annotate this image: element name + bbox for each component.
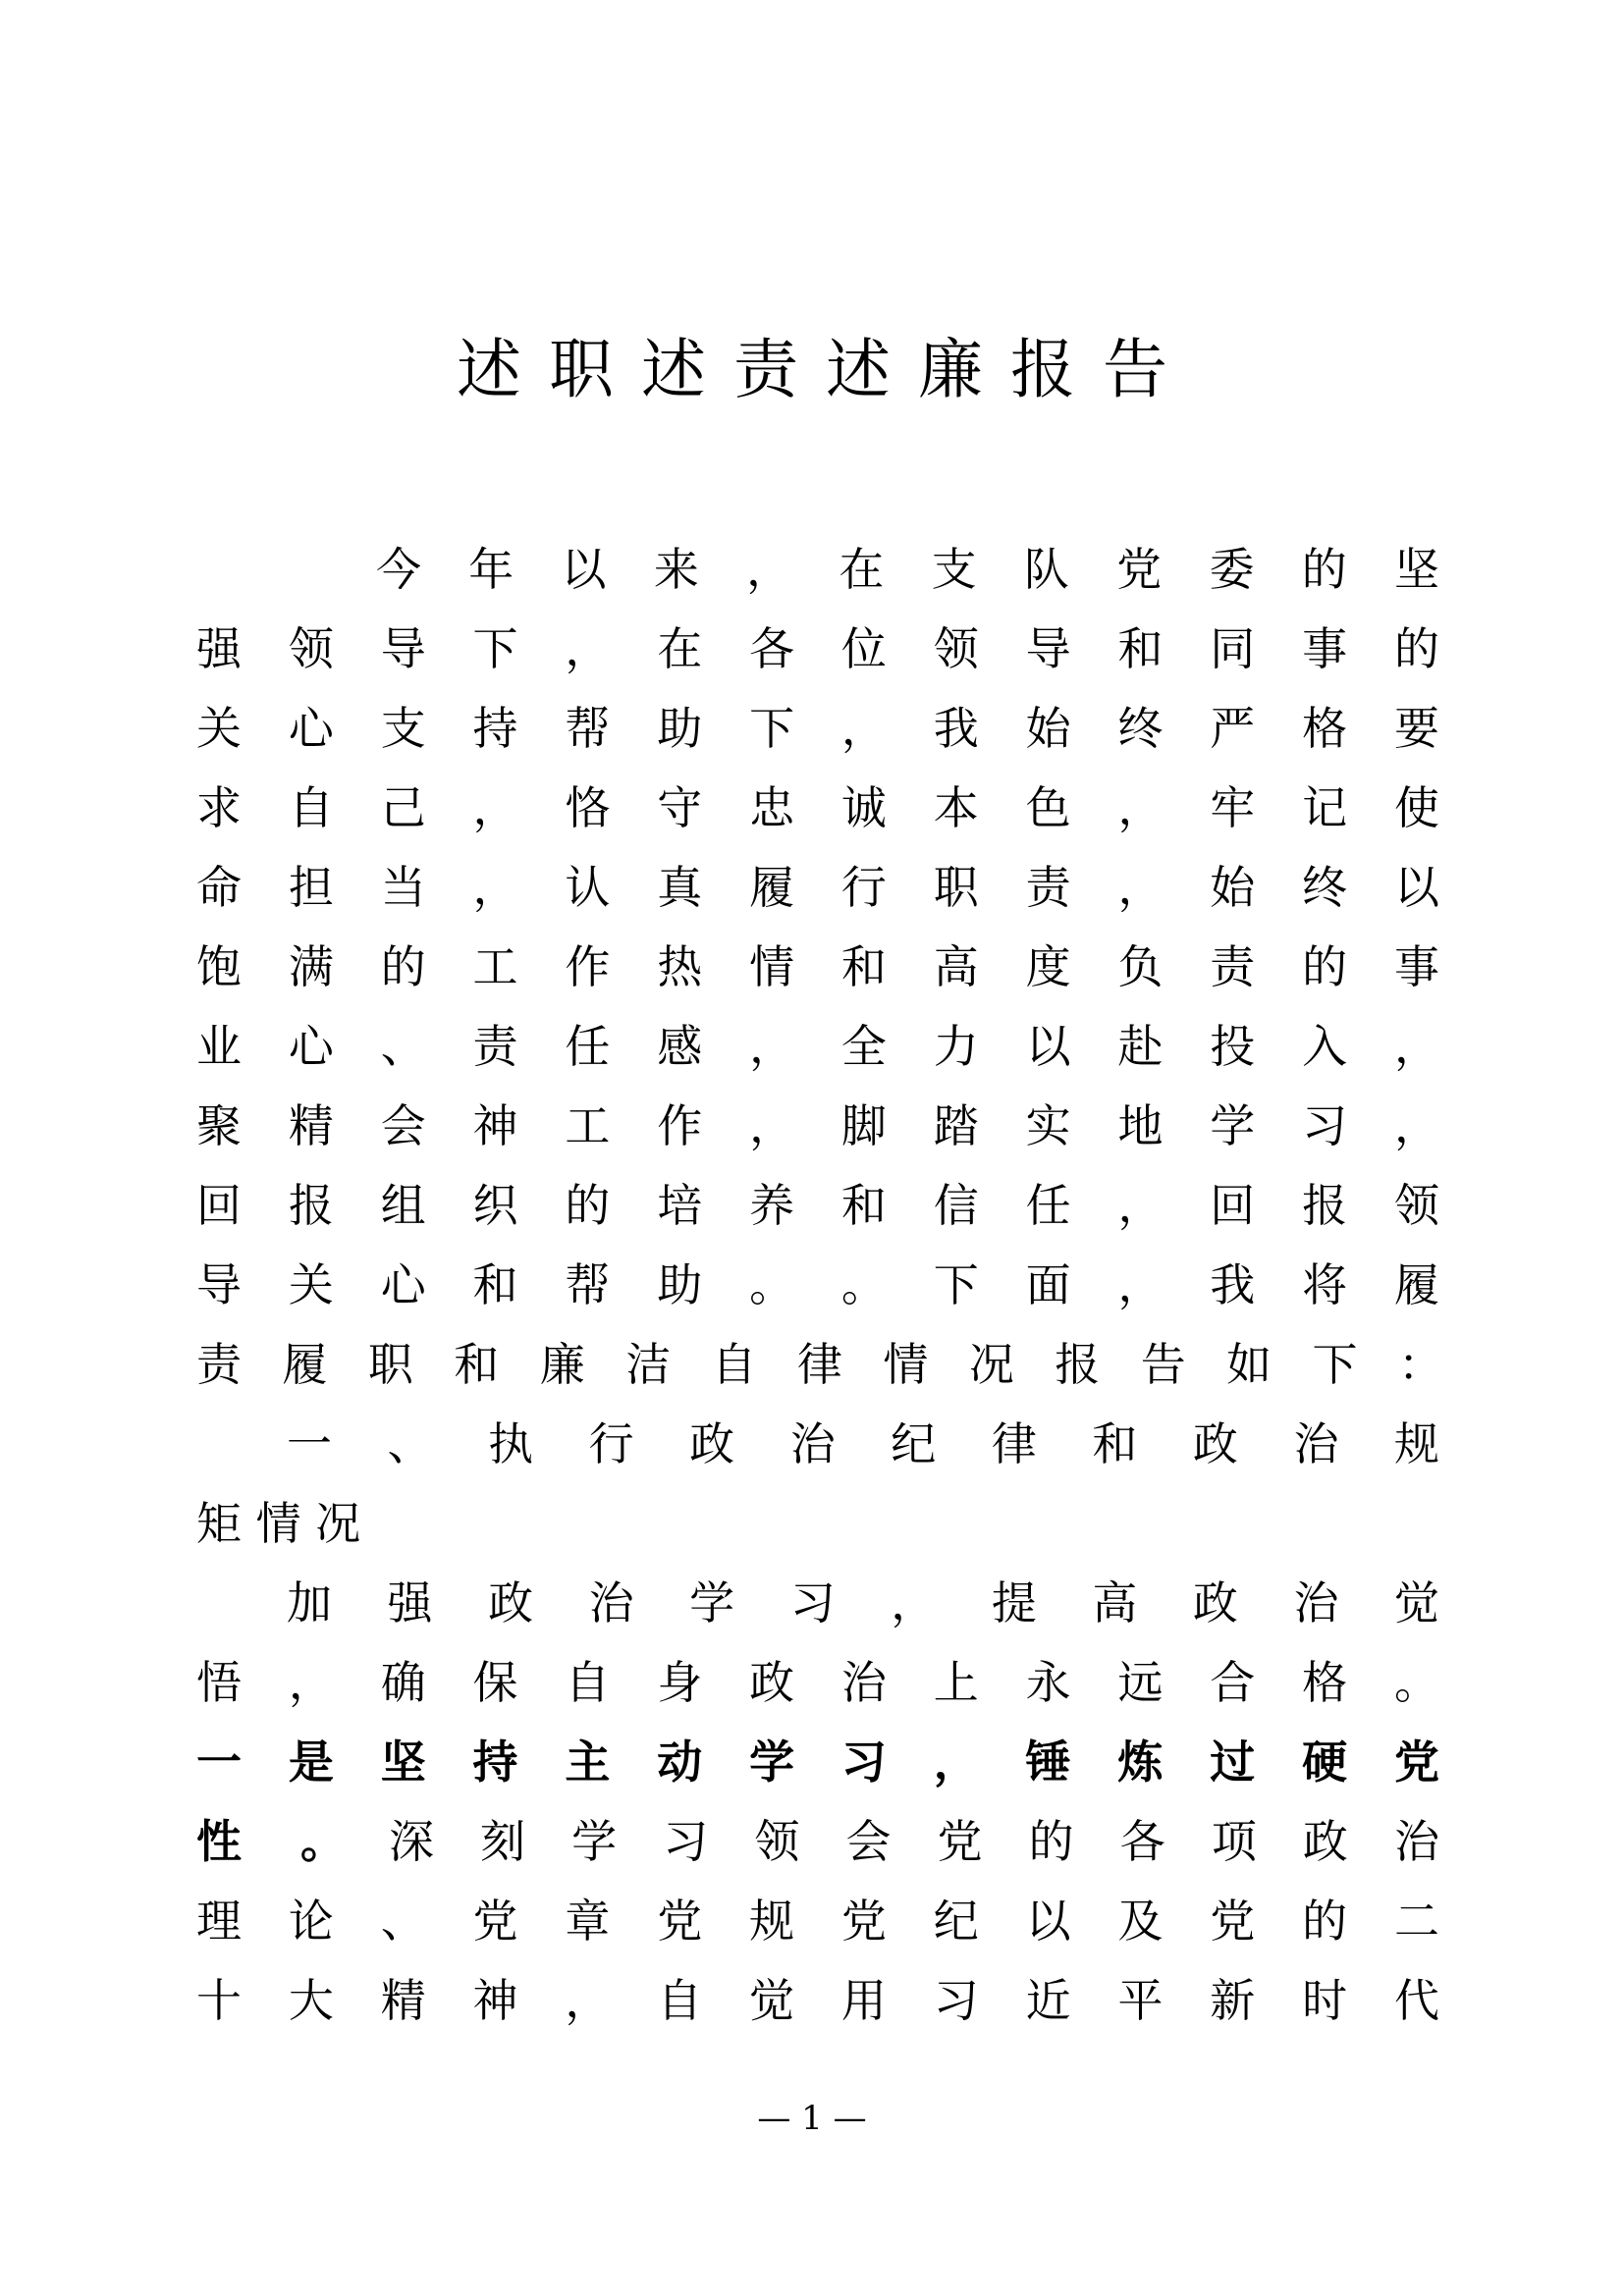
body-line: 强 领 导 下 ， 在 各 位 领 导 和 同 事 的 [196,622,1439,675]
mixed-line [196,1810,1439,1873]
section-heading-line: 一 、 执 行 政 治 纪 律 和 政 治 规 [287,1417,1439,1470]
body-line: 聚 精 会 神 工 作 ， 脚 踏 实 地 学 习 ， [196,1099,1439,1152]
body-text: 深 刻 学 习 领 会 党 的 各 项 政 治 [389,1815,1439,1868]
body-line: 关 心 支 持 帮 助 下 ， 我 始 终 严 格 要 [196,702,1439,755]
body-line: 十 大 精 神 ， 自 觉 用 习 近 平 新 时 代 [196,1974,1439,2027]
body-line: 导 关 心 和 帮 助 。 。 下 面 ， 我 将 履 [196,1258,1439,1311]
body-line: 业 心 、 责 任 感 ， 全 力 以 赴 投 入 ， [196,1020,1439,1073]
body-line: 加 强 政 治 学 习 ， 提 高 政 治 觉 [287,1576,1439,1629]
body-line: 回 报 组 织 的 培 养 和 信 任 ， 回 报 领 [196,1179,1439,1232]
body-line: 求 自 己 ， 恪 守 忠 诚 本 色 ， 牢 记 使 [196,781,1439,834]
document-title: 述职述责述廉报告 [457,332,1195,407]
body-line: 悟 ， 确 保 自 身 政 治 上 永 远 合 格 。 [196,1656,1439,1709]
bold-emphasis-line: 一 是 坚 持 主 动 学 习 ， 锤 炼 过 硬 党 [196,1735,1439,1789]
body-line: 命 担 当 ， 认 真 履 行 职 责 ， 始 终 以 [196,861,1439,914]
section-heading-line: 矩 情 况 [196,1497,361,1550]
page-number: — 1 — [757,2099,867,2138]
body-line: 责 履 职 和 廉 洁 自 律 情 况 报 告 如 下 ： [196,1338,1443,1391]
body-line: 今 年 以 来 ， 在 支 队 党 委 的 坚 [376,543,1439,596]
bold-emphasis-text: 性 。 [196,1815,346,1868]
body-line: 饱 满 的 工 作 热 情 和 高 度 负 责 的 事 [196,940,1439,993]
body-line: 理 论 、 党 章 党 规 党 纪 以 及 党 的 二 [196,1895,1439,1948]
